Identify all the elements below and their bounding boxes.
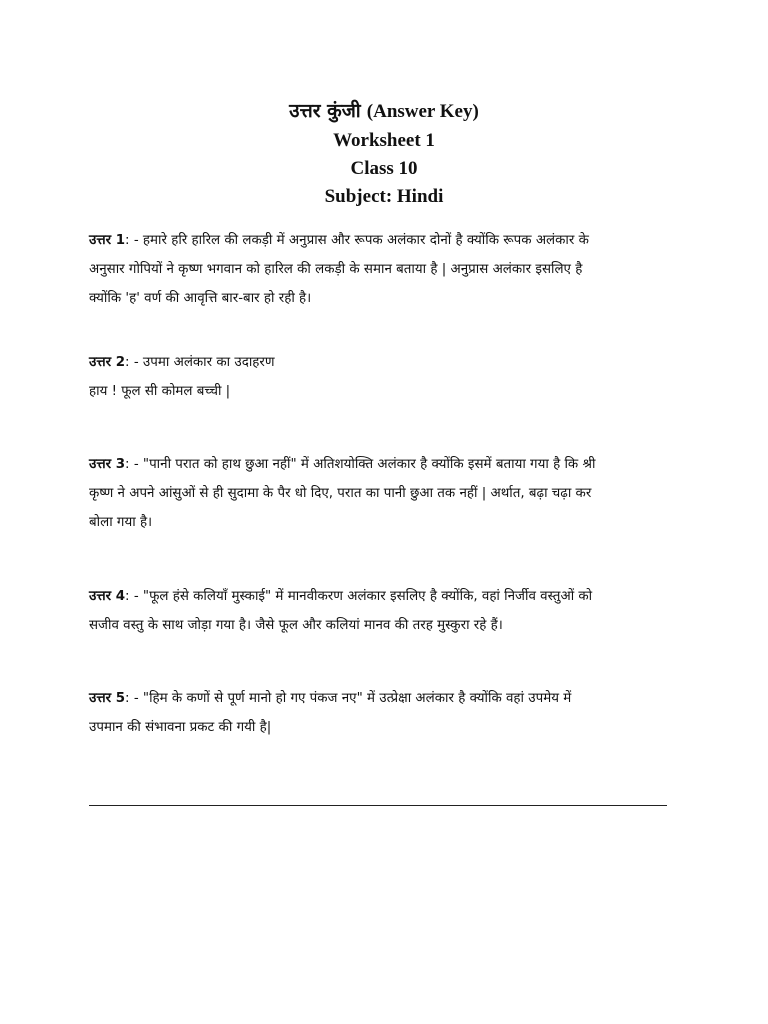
class-label: Class 10 <box>350 158 418 179</box>
answer-separator: : - <box>125 691 143 706</box>
answer-line: बोला गया है। <box>89 515 153 530</box>
answer-text: उपमा अलंकार का उदाहरण <box>142 355 275 370</box>
answer-separator: : - <box>125 589 143 604</box>
answer-4 <box>89 582 592 640</box>
answer-line: कृष्ण ने अपने आंसुओं से ही सुदामा के पैर धो दिए, परात का पानी छुआ तक नहीं | अर्थात, बढ़ा चढ़ा कर <box>89 486 592 501</box>
page-title <box>0 96 768 127</box>
answer-line <box>89 582 592 611</box>
answer-text: "हिम के कणों से पूर्ण मानो हो गए पंकज नए" में उत्प्रेक्षा अलंकार है क्योंकि वहां उपमेय में <box>142 691 572 706</box>
answer-label: उत्तर 1 <box>89 233 126 248</box>
answer-line: हाय ! फूल सी कोमल बच्ची | <box>89 384 231 399</box>
document-header <box>0 96 768 211</box>
subject-label: Subject: Hindi <box>324 186 444 207</box>
answer-line <box>89 684 571 713</box>
answer-separator: : - <box>125 233 143 248</box>
answer-label: उत्तर 5 <box>89 691 126 706</box>
answer-text: हमारे हरि हारिल की लकड़ी में अनुप्रास और रूपक अलंकार दोनों है क्योंकि रूपक अलंकार के <box>142 233 589 248</box>
answer-line: सजीव वस्तु के साथ जोड़ा गया है। जैसे फूल और कलियां मानव की तरह मुस्कुरा रहे हैं। <box>89 618 503 633</box>
answer-line <box>89 450 595 479</box>
title-english: (Answer Key) <box>366 101 479 122</box>
answer-label: उत्तर 2 <box>89 355 126 370</box>
horizontal-divider <box>89 805 667 806</box>
answer-3 <box>89 450 595 537</box>
answer-label: उत्तर 3 <box>89 457 126 472</box>
answer-line: उपमान की संभावना प्रकट की गयी है| <box>89 720 272 735</box>
answer-separator: : - <box>125 355 143 370</box>
answer-1 <box>89 226 589 313</box>
answer-2 <box>89 348 275 406</box>
answer-line: अनुसार गोपियों ने कृष्ण भगवान को हारिल की लकड़ी के समान बताया है | अनुप्रास अलंकार इसलिए है <box>89 262 583 277</box>
answer-label: उत्तर 4 <box>89 589 126 604</box>
title-hindi: उत्तर कुंजी <box>289 100 361 122</box>
answer-line <box>89 226 589 255</box>
answer-line: क्योंकि 'ह' वर्ण की आवृत्ति बार-बार हो रही है। <box>89 291 312 306</box>
answer-text: "फूल हंसे कलियाँ मुस्काई" में मानवीकरण अलंकार इसलिए है क्योंकि, वहां निर्जीव वस्तुओं को <box>142 589 593 604</box>
answer-line <box>89 348 275 377</box>
answer-text: "पानी परात को हाथ छुआ नहीं" में अतिशयोक्ति अलंकार है क्योंकि इसमें बताया गया है कि श्री <box>142 457 596 472</box>
answer-5 <box>89 684 571 742</box>
answer-separator: : - <box>125 457 143 472</box>
worksheet-number: Worksheet 1 <box>333 130 435 151</box>
